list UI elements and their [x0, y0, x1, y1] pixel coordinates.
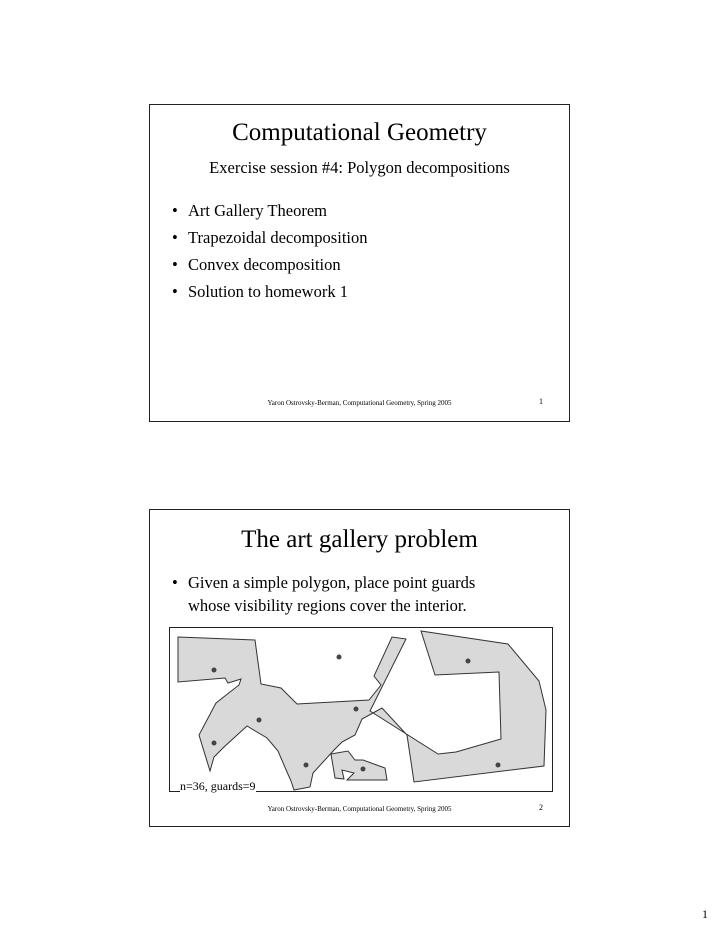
- slide-1-subtitle: Exercise session #4: Polygon decompositions: [209, 158, 510, 177]
- guard-point: [361, 767, 366, 772]
- guard-point: [354, 707, 359, 712]
- guard-point: [304, 763, 309, 768]
- bullet-line-2: whose visibility regions cover the interior.: [188, 596, 467, 615]
- slide-1-title: Computational Geometry: [232, 119, 487, 146]
- slide-2-bullet-list: [172, 571, 559, 617]
- guard-point: [466, 659, 471, 664]
- slide-2-title: The art gallery problem: [241, 526, 478, 553]
- bullet-line-1: Given a simple polygon, place point guards: [188, 573, 476, 592]
- slide-1-footer: Yaron Ostrovsky-Berman, Computational Geometry, Spring 2005: [267, 399, 452, 407]
- bullet-item: • Convex decomposition: [172, 251, 559, 278]
- art-gallery-figure: [169, 627, 553, 792]
- slide-1-page-number: 1: [539, 397, 543, 406]
- figure-caption: n=36, guards=9: [180, 779, 256, 793]
- slide-2-page-number: 2: [539, 803, 543, 812]
- slide-2: [149, 509, 570, 827]
- slide-1-bullet-list: [172, 197, 559, 305]
- guard-point: [212, 668, 217, 673]
- gallery-polygon-diagram: [170, 628, 554, 793]
- sheet-page-number: 1: [702, 907, 708, 921]
- slide-1: [149, 104, 570, 422]
- bullet-item: • Solution to homework 1: [172, 278, 559, 305]
- guard-point: [496, 763, 501, 768]
- gallery-polygon-hook: [331, 751, 387, 780]
- guard-point: [257, 718, 262, 723]
- bullet-item: [172, 571, 559, 617]
- guard-point: [212, 741, 217, 746]
- bullet-item: • Trapezoidal decomposition: [172, 224, 559, 251]
- guard-point: [337, 655, 342, 660]
- bullet-item: • Art Gallery Theorem: [172, 197, 559, 224]
- slide-2-footer: Yaron Ostrovsky-Berman, Computational Geometry, Spring 2005: [267, 805, 452, 813]
